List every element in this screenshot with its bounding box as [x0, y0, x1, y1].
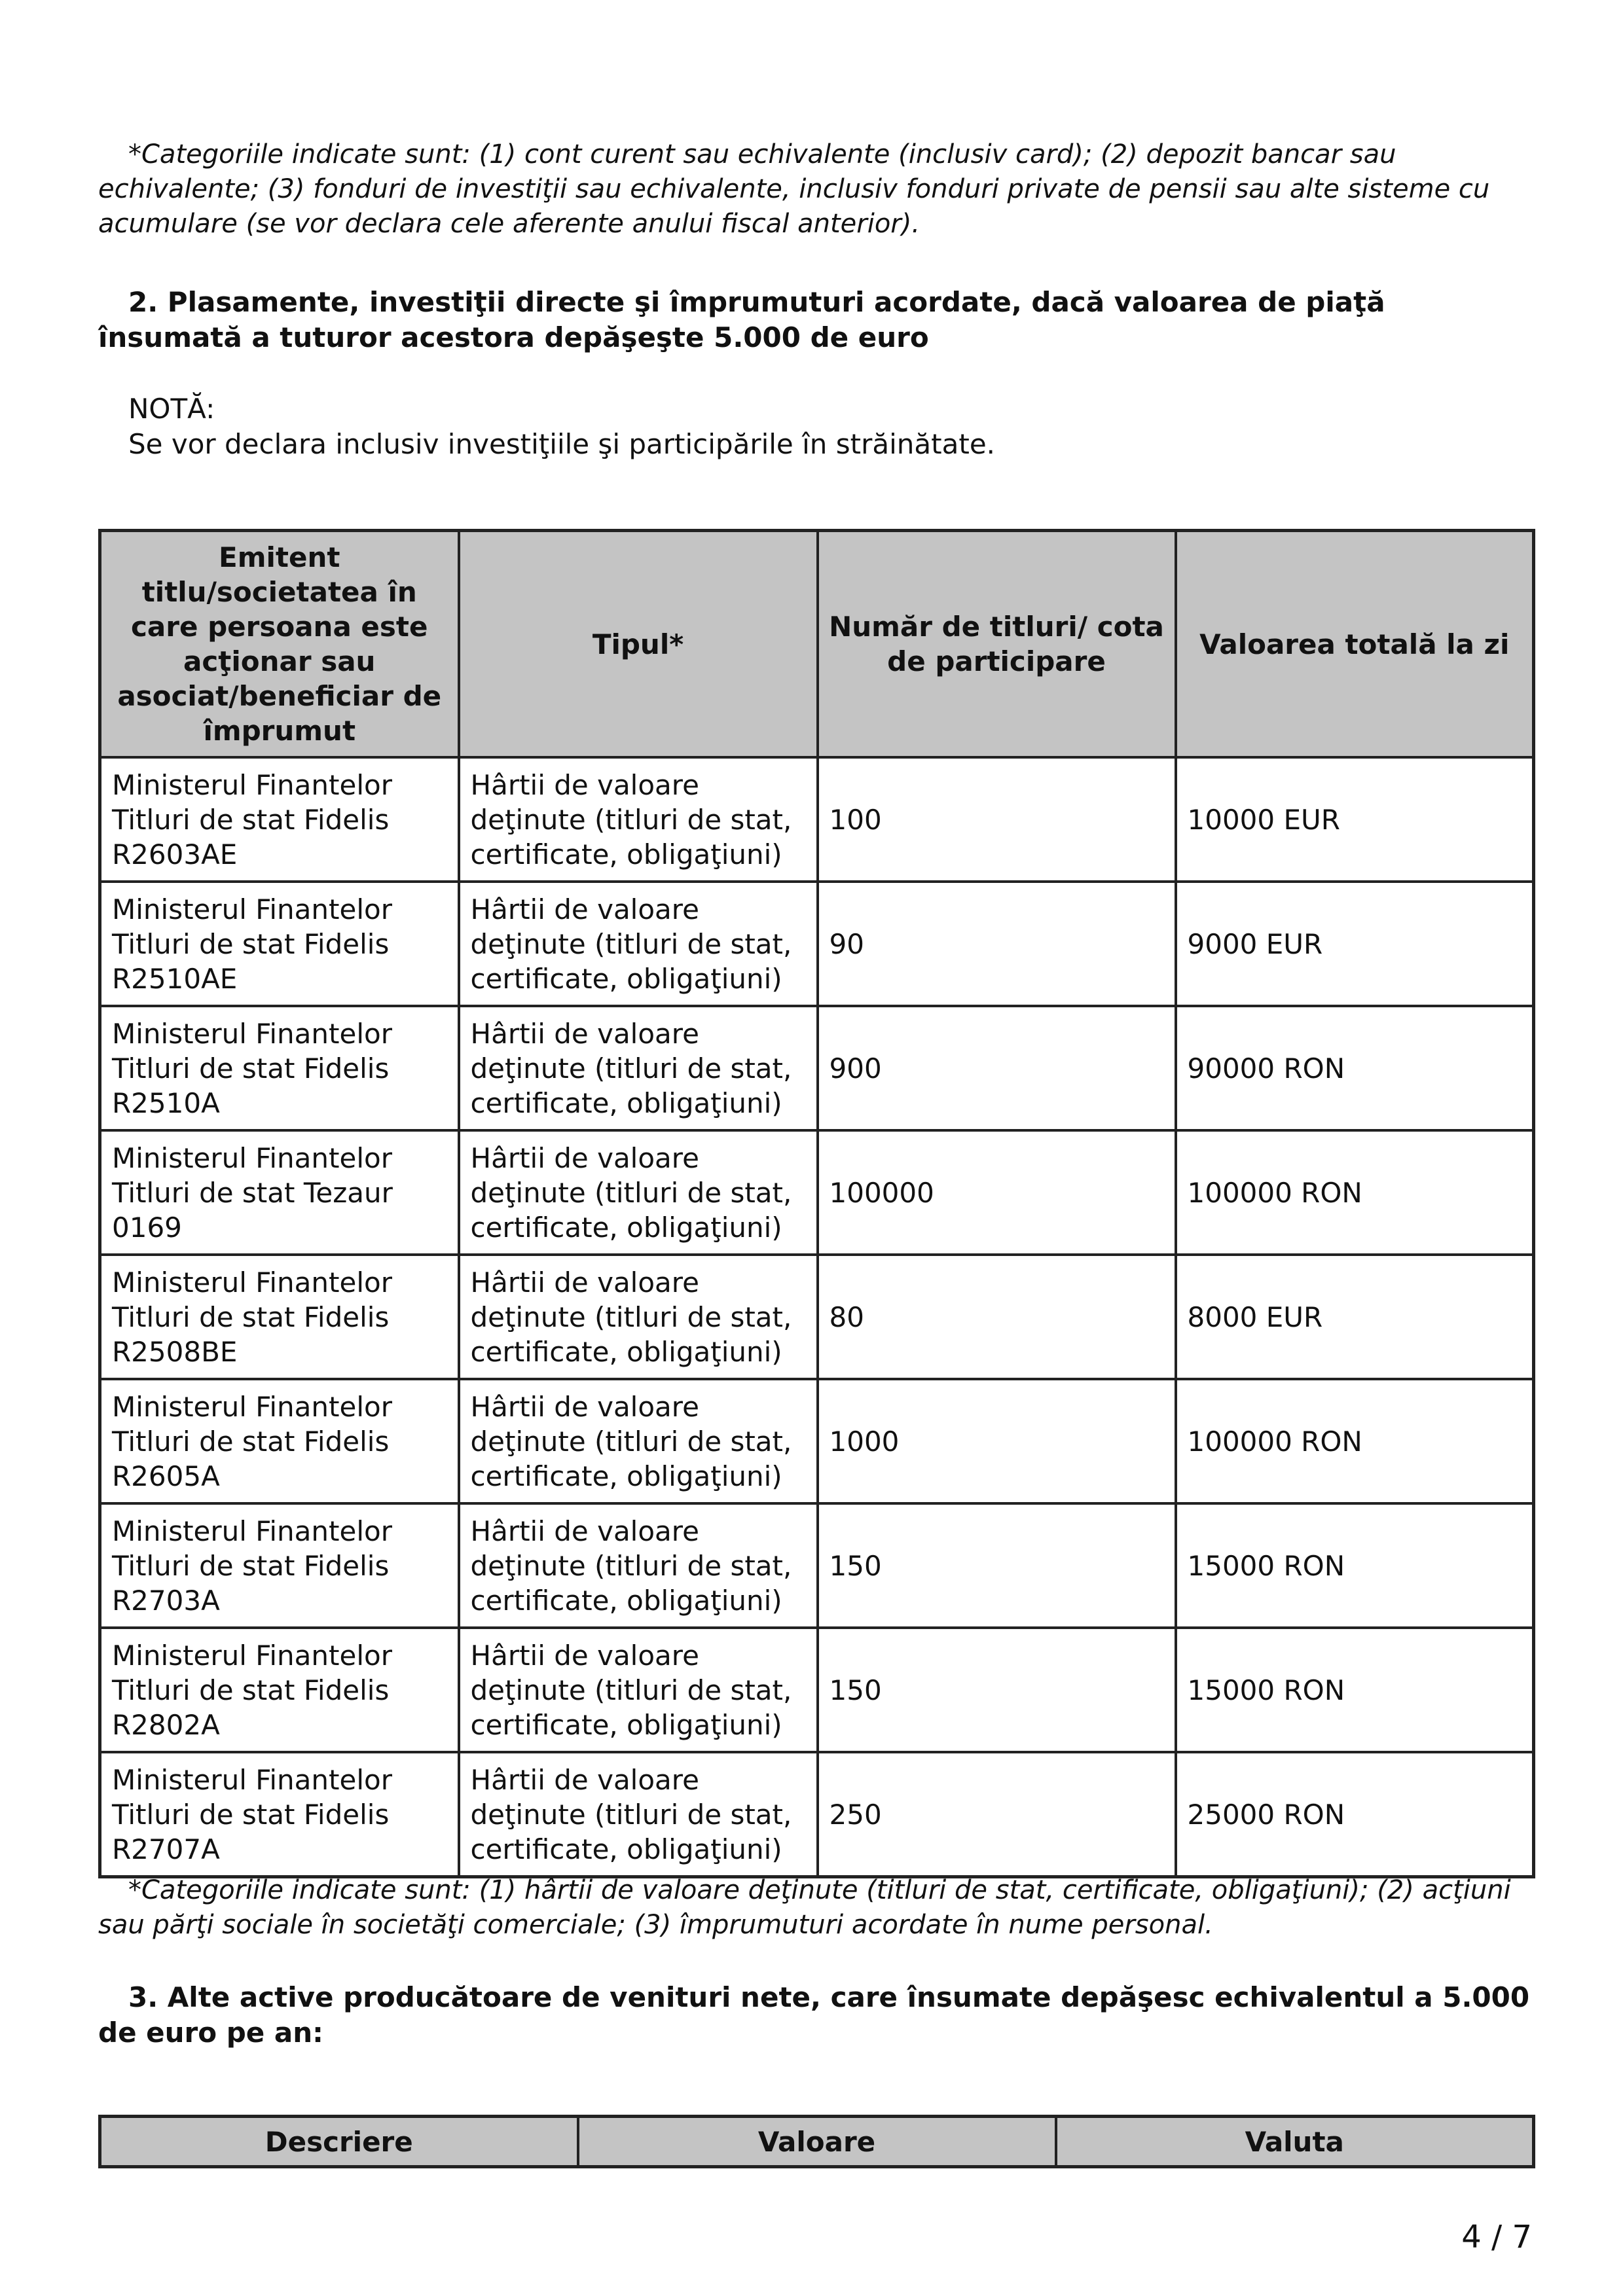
- cell-tipul: Hârtii de valoare deţinute (titluri de stat, certificate, obligaţiuni): [459, 1130, 818, 1255]
- table-header-row: [100, 2117, 1534, 2167]
- cell-valoare: 25000 RON: [1176, 1752, 1534, 1877]
- nota-text: Se vor declara inclusiv investiţiile şi participările în străinătate.: [128, 428, 996, 460]
- cell-emitent: Ministerul Finantelor Titluri de stat Fidelis R2703A: [100, 1503, 459, 1628]
- cell-valoare: 90000 RON: [1176, 1006, 1534, 1130]
- category-note-investments: *Categoriile indicate sunt: (1) hârtii de valoare deţinute (titluri de stat, certificate, obligaţiuni); (2) acţiuni sau părţi sociale în societăţi comerciale; (3) împrumuturi acordate în nume personal.: [98, 1875, 1511, 1940]
- cell-numar: 80: [818, 1255, 1176, 1379]
- cell-valoare: 15000 RON: [1176, 1503, 1534, 1628]
- section-2-heading: 2. Plasamente, investiţii directe şi împrumuturi acordate, dacă valoarea de piaţă însumată a tuturor acestora depăşeşte 5.000 de euro: [98, 286, 1385, 353]
- category-note-accounts: *Categoriile indicate sunt: (1) cont curent sau echivalente (inclusiv card); (2) depozit bancar sau echivalente; (3) fonduri de investiţii sau echivalente, inclusiv fonduri private de pensii sau alte sisteme cu acumulare (se vor declara cele aferente anului fiscal anterior).: [98, 139, 1490, 239]
- header-valoare: Valoare: [578, 2117, 1056, 2167]
- cell-emitent: Ministerul Finantelor Titluri de stat Fidelis R2707A: [100, 1752, 459, 1877]
- cell-emitent: Ministerul Finantelor Titluri de stat Fidelis R2510AE: [100, 882, 459, 1006]
- header-tipul: Tipul*: [459, 531, 818, 758]
- table-row: [100, 1006, 1534, 1130]
- cell-numar: 100000: [818, 1130, 1176, 1255]
- table-row: [100, 882, 1534, 1006]
- table-row: [100, 1379, 1534, 1503]
- table-header-row: [100, 531, 1534, 758]
- cell-numar: 150: [818, 1628, 1176, 1752]
- cell-numar: 150: [818, 1503, 1176, 1628]
- table-row: [100, 1503, 1534, 1628]
- cell-emitent: Ministerul Finantelor Titluri de stat Fidelis R2603AE: [100, 757, 459, 882]
- header-numar-titluri: Număr de titluri/ cota de participare: [818, 531, 1176, 758]
- table-row: [100, 1130, 1534, 1255]
- cell-emitent: Ministerul Finantelor Titluri de stat Fidelis R2605A: [100, 1379, 459, 1503]
- table-row: [100, 1628, 1534, 1752]
- cell-numar: 900: [818, 1006, 1176, 1130]
- cell-tipul: Hârtii de valoare deţinute (titluri de stat, certificate, obligaţiuni): [459, 1503, 818, 1628]
- cell-valoare: 9000 EUR: [1176, 882, 1534, 1006]
- cell-valoare: 15000 RON: [1176, 1628, 1534, 1752]
- header-valuta: Valuta: [1056, 2117, 1534, 2167]
- cell-tipul: Hârtii de valoare deţinute (titluri de stat, certificate, obligaţiuni): [459, 1752, 818, 1877]
- cell-tipul: Hârtii de valoare deţinute (titluri de stat, certificate, obligaţiuni): [459, 1006, 818, 1130]
- cell-numar: 1000: [818, 1379, 1176, 1503]
- cell-valoare: 10000 EUR: [1176, 757, 1534, 882]
- cell-valoare: 8000 EUR: [1176, 1255, 1534, 1379]
- cell-emitent: Ministerul Finantelor Titluri de stat Fidelis R2510A: [100, 1006, 459, 1130]
- cell-tipul: Hârtii de valoare deţinute (titluri de stat, certificate, obligaţiuni): [459, 1379, 818, 1503]
- cell-valoare: 100000 RON: [1176, 1379, 1534, 1503]
- page-number: 4 / 7: [1461, 2219, 1532, 2255]
- cell-emitent: Ministerul Finantelor Titluri de stat Fidelis R2508BE: [100, 1255, 459, 1379]
- section-3-heading: 3. Alte active producătoare de venituri nete, care însumate depăşesc echivalentul a 5.000 de euro pe an:: [98, 1981, 1530, 2049]
- cell-numar: 90: [818, 882, 1176, 1006]
- nota-label: NOTĂ:: [128, 393, 215, 425]
- header-valoarea-totala: Valoarea totală la zi: [1176, 531, 1534, 758]
- cell-valoare: 100000 RON: [1176, 1130, 1534, 1255]
- cell-tipul: Hârtii de valoare deţinute (titluri de stat, certificate, obligaţiuni): [459, 757, 818, 882]
- cell-tipul: Hârtii de valoare deţinute (titluri de stat, certificate, obligaţiuni): [459, 1628, 818, 1752]
- cell-tipul: Hârtii de valoare deţinute (titluri de stat, certificate, obligaţiuni): [459, 1255, 818, 1379]
- investments-table: [98, 529, 1535, 1878]
- cell-numar: 100: [818, 757, 1176, 882]
- cell-emitent: Ministerul Finantelor Titluri de stat Tezaur 0169: [100, 1130, 459, 1255]
- header-emitent: Emitent titlu/societatea în care persoana este acţionar sau asociat/beneficiar de împrumut: [100, 531, 459, 758]
- header-descriere: Descriere: [100, 2117, 578, 2167]
- cell-numar: 250: [818, 1752, 1176, 1877]
- table-row: [100, 1255, 1534, 1379]
- table-row: [100, 1752, 1534, 1877]
- other-assets-table: [98, 2115, 1535, 2168]
- cell-tipul: Hârtii de valoare deţinute (titluri de stat, certificate, obligaţiuni): [459, 882, 818, 1006]
- cell-emitent: Ministerul Finantelor Titluri de stat Fidelis R2802A: [100, 1628, 459, 1752]
- table-row: [100, 757, 1534, 882]
